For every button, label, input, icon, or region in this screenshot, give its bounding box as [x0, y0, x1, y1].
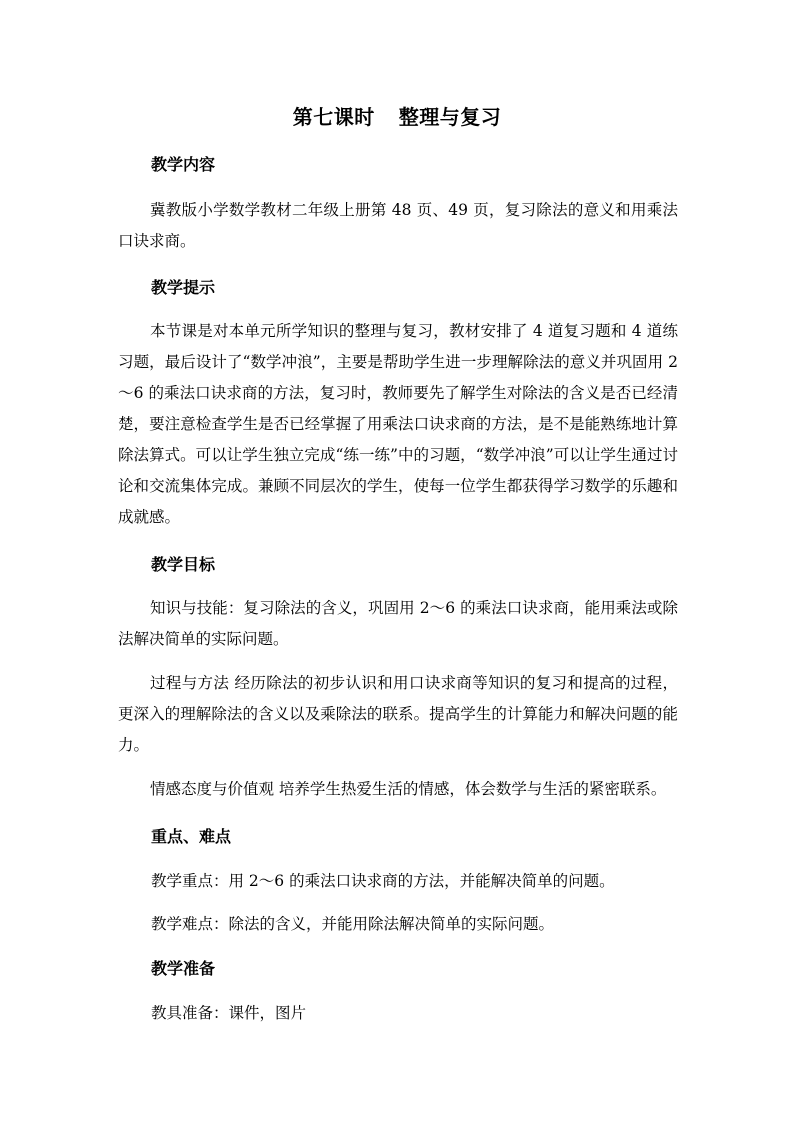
paragraph-goal-knowledge: 知识与技能：复习除法的含义，巩固用 2～6 的乘法口诀求商，能用乘法或除法解决简单的实际问题。: [118, 599, 678, 648]
line-key-point: 教学重点：用 2～6 的乘法口诀求商的方法，并能解决简单的问题。: [151, 872, 615, 890]
paragraph-teaching-hints: 本节课是对本单元所学知识的整理与复习，教材安排了 4 道复习题和 4 道练习题，最后设计了“数学冲浪”，主要是帮助学生进一步理解除法的意义并巩固用 2～6 的乘法口诀求商的方法，复习时，教师要先了解学生对除法的含义是否已经清楚，要注意检查学生是否已经掌握了用乘法口诀求商的方法，是不是能熟练地计算除法算式。可以让学生独立完成“练一练”中的习题，“数学冲浪”可以让学生通过讨论和交流集体完成。兼顾不同层次的学生，使每一位学生都获得学习数学的乐趣和成就感。: [118, 322, 678, 526]
heading-teaching-content: 教学内容: [151, 155, 216, 174]
title-lesson-name: 整理与复习: [398, 105, 502, 129]
heading-teaching-goals: 教学目标: [151, 555, 216, 574]
page-title: [0, 103, 794, 131]
heading-key-points: 重点、难点: [151, 827, 232, 846]
heading-preparation: 教学准备: [151, 959, 216, 978]
paragraph-goal-emotion: 情感态度与价值观 培养学生热爱生活的情感，体会数学与生活的紧密联系。: [150, 780, 667, 798]
paragraph-teaching-content: 冀教版小学数学教材二年级上册第 48 页、49 页，复习除法的意义和用乘法口诀求商。: [118, 201, 678, 250]
title-lesson-number: 第七课时: [292, 105, 375, 129]
line-preparation-tools: 教具准备：课件，图片: [151, 1004, 307, 1022]
paragraph-goal-process: 过程与方法 经历除法的初步认识和用口诀求商等知识的复习和提高的过程，更深入的理解除法的含义以及乘除法的联系。提高学生的计算能力和解决问题的能力。: [118, 674, 678, 754]
heading-teaching-hints: 教学提示: [151, 278, 216, 297]
line-difficult-point: 教学难点：除法的含义，并能用除法解决简单的实际问题。: [151, 915, 555, 933]
